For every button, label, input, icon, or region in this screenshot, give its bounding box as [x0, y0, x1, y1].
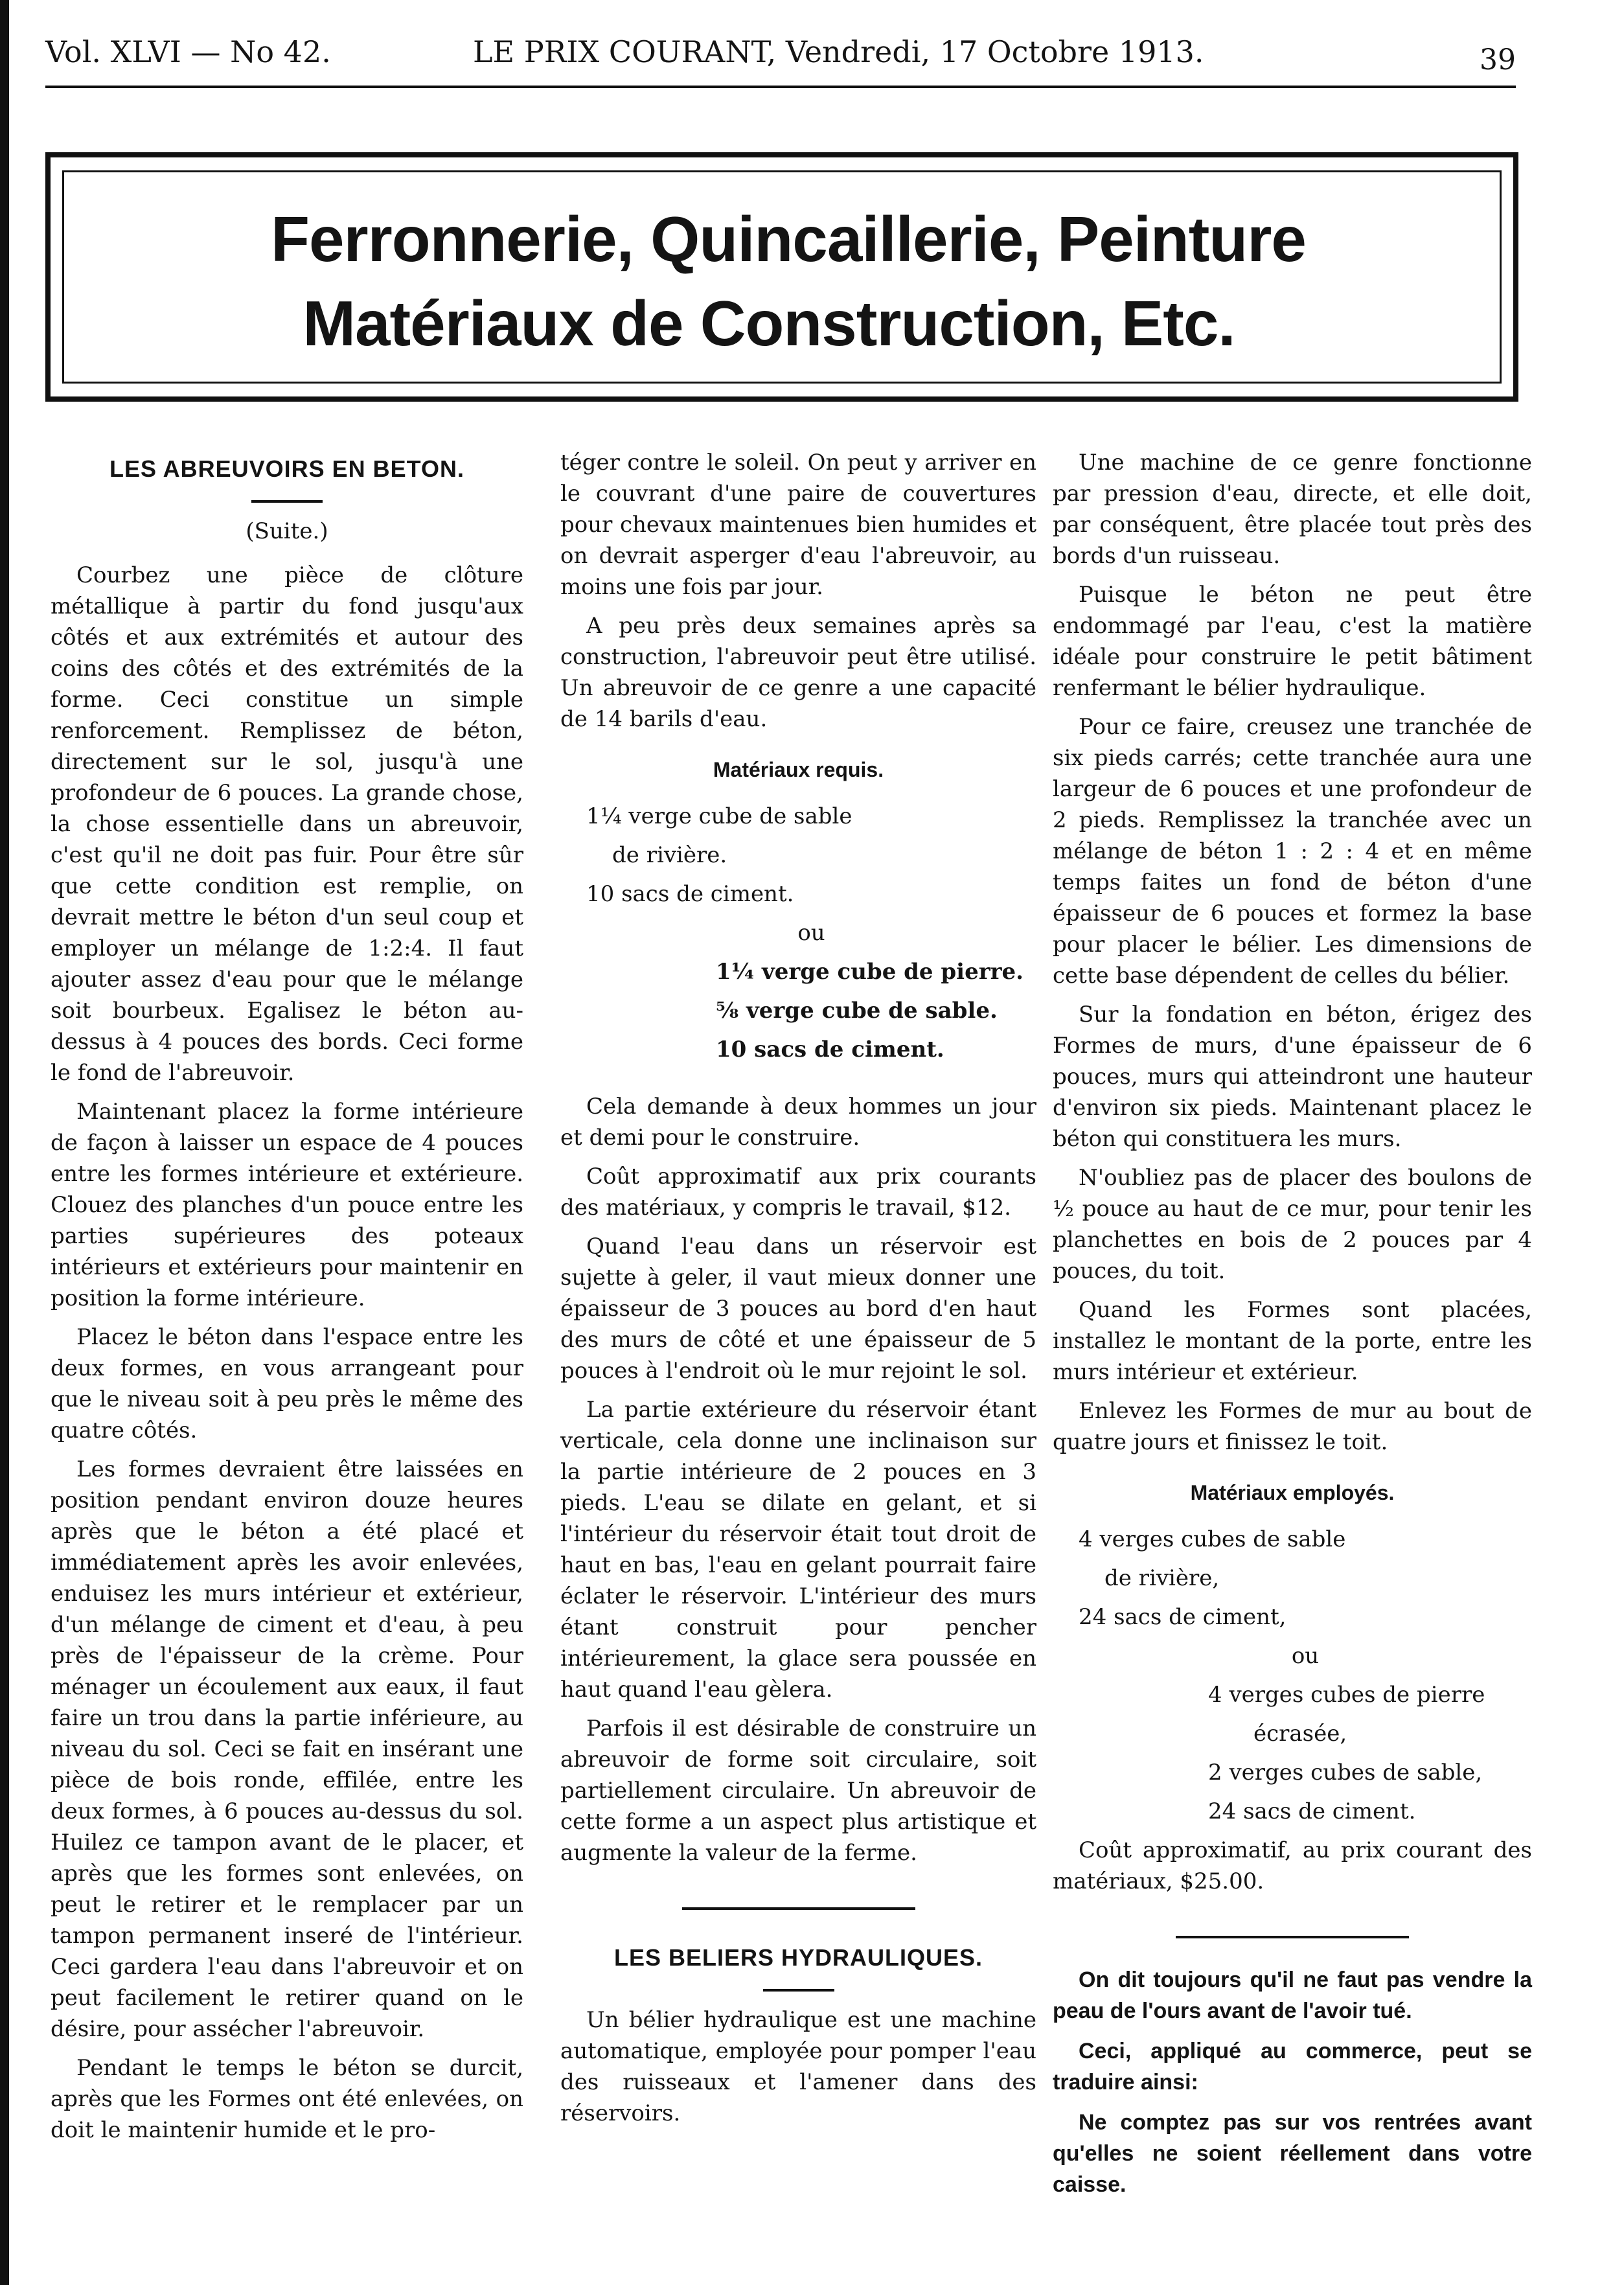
materials-item: écrasée,: [1253, 1721, 1347, 1747]
article-heading-beliers: LES BELIERS HYDRAULIQUES.: [613, 1944, 983, 1971]
materials-item: 1¼ verge cube de pierre.: [716, 959, 1024, 985]
paragraph: téger contre le soleil. On peut y arriver en le couvrant d'une paire de couvertures pour chevaux maintenues bien humides et on devrait asperger d'eau l'abreuvoir, au moins une fois par jour.: [560, 450, 1036, 600]
materials-heading: Matériaux requis.: [713, 758, 884, 781]
paragraph: Quand les Formes sont placées, installez le montant de la porte, entre les murs intérieur et extérieur.: [1053, 1297, 1532, 1385]
paragraph: Placez le béton dans l'espace entre les deux formes, en vous arrangeant pour que le niveau soit à peu près le même des quatre côtés.: [51, 1324, 523, 1443]
heading-rule: [251, 500, 323, 503]
scan-edge: [0, 0, 9, 2285]
materials-item: 2 verges cubes de sable,: [1208, 1760, 1483, 1786]
materials-item: 4 verges cubes de sable: [1079, 1526, 1346, 1552]
cost-paragraph: Coût approximatif, au prix courant des matériaux, $25.00.: [1053, 1837, 1532, 1894]
paragraph: Un bélier hydraulique est une machine automatique, employée pour pomper l'eau des ruisseaux et l'amener dans des réservoirs.: [560, 2007, 1036, 2126]
materials-item: 24 sacs de ciment.: [1208, 1798, 1416, 1824]
closing-maxim: [1053, 1964, 1532, 2200]
paragraph: Les formes devraient être laissées en position pendant environ douze heures après que le béton a été placé et immédiatement après les avoir enlevées, enduisez les murs intérieur et extérieur, d'un mélange de ciment et d'eau, à peu près de l'épaisseur de la crème. Pour ménager un écoulement aux eaux, il faut faire un trou dans la partie inférieure, au niveau du sol. Ceci se fait en insérant une pièce de bois ronde, effilée, entre les deux formes, à 6 pouces au-dessus du sol. Huilez ce tampon avant de le placer, et après que les formes sont enlevées, on peut le retirer et le remplacer par un tampon permanent inseré de l'intérieur. Ceci gardera l'eau dans l'abreuvoir et on peut facilement le retirer quand on le désire, pour assécher l'abreuvoir.: [51, 1456, 523, 2042]
paragraph: Sur la fondation en béton, érigez des Formes de murs, d'une épaisseur de 6 pouces, murs qui atteindront une hauteur d'environ six pieds. Maintenant placez le béton qui constituera les murs.: [1053, 1002, 1532, 1152]
maxim-line: Ceci, appliqué au commerce, peut se traduire ainsi:: [1053, 2039, 1532, 2095]
column-3: [1053, 447, 1532, 2209]
paragraph: Cela demande à deux hommes un jour et demi pour le construire.: [560, 1094, 1036, 1151]
materials-item: 24 sacs de ciment,: [1079, 1604, 1287, 1630]
header-rule: [45, 86, 1516, 88]
paragraph: Parfois il est désirable de construire un abreuvoir de forme soit circulaire, soit partiellement circulaire. Un abreuvoir de cette forme a un aspect plus artistique et augmente la valeur de la ferme.: [560, 1716, 1036, 1866]
materials-item: 10 sacs de ciment.: [586, 881, 794, 907]
section-title-box: [45, 152, 1518, 402]
materials-item: de rivière,: [1104, 1565, 1220, 1591]
page-header: [45, 29, 1516, 75]
paragraph: N'oubliez pas de placer des boulons de ½ pouce au haut de ce mur, pour tenir les planchettes en bois de 2 pouces par 4 pouces, du toit.: [1053, 1165, 1532, 1284]
paragraph: Puisque le béton ne peut être endommagé par l'eau, c'est la matière idéale pour construire le petit bâtiment renfermant le bélier hydraulique.: [1053, 582, 1532, 701]
maxim-line: Ne comptez pas sur vos rentrées avant qu'elles ne soient réellement dans votre caisse.: [1053, 2110, 1532, 2197]
paragraph: Enlevez les Formes de mur au bout de quatre jours et finissez le toit.: [1053, 1398, 1532, 1455]
materials-item: 1¼ verge cube de sable: [586, 803, 852, 829]
article-heading-abreuvoirs: LES ABREUVOIRS EN BETON.: [109, 455, 465, 482]
materials-heading: Matériaux employés.: [1190, 1481, 1395, 1504]
paragraph: Coût approximatif aux prix courants des matériaux, y compris le travail, $12.: [560, 1164, 1036, 1221]
materials-or: ou: [1291, 1643, 1320, 1669]
materials-or: ou: [797, 920, 825, 946]
section-divider: [1176, 1936, 1409, 1938]
publication-line: LE PRIX COURANT, Vendredi, 17 Octobre 1913.: [473, 34, 1204, 69]
column-1: [51, 447, 523, 2153]
materials-item: 4 verges cubes de pierre: [1208, 1682, 1485, 1708]
paragraph: Pendant le temps le béton se durcit, après que les Formes ont été enlevées, on doit le maintenir humide et le pro-: [51, 2055, 523, 2143]
paragraph: Maintenant placez la forme intérieure de façon à laisser un espace de 4 pouces entre les formes intérieure et extérieure. Clouez des planches d'un pouce entre les parties supérieures des poteaux intérieurs et extérieurs pour maintenir en position la forme intérieure.: [51, 1099, 523, 1311]
materials-item: ⅝ verge cube de sable.: [716, 998, 998, 1024]
section-divider: [682, 1907, 915, 1910]
section-title-line-1: Ferronnerie, Quincaillerie, Peinture: [271, 203, 1306, 275]
materials-item: de rivière.: [612, 842, 727, 868]
page-number: 39: [1480, 43, 1516, 76]
article-subtitle: (Suite.): [246, 518, 328, 544]
section-title-inner: [62, 170, 1502, 384]
maxim-line: On dit toujours qu'il ne faut pas vendre la peau de l'ours avant de l'avoir tué.: [1053, 1968, 1532, 2023]
paragraph: Quand l'eau dans un réservoir est sujette à geler, il vaut mieux donner une épaisseur de 3 pouces au bord d'en haut des murs de côté et une épaisseur de 5 pouces à l'endroit où le mur rejoint le sol.: [560, 1234, 1036, 1384]
paragraph: Une machine de ce genre fonctionne par pression d'eau, directe, et elle doit, par conséquent, être placée tout près des bords d'un ruisseau.: [1053, 450, 1532, 569]
paragraph: A peu près deux semaines après sa construction, l'abreuvoir peut être utilisé. Un abreuvoir de ce genre a une capacité de 14 barils d'eau.: [560, 613, 1036, 732]
volume-number: Vol. XLVI — No 42.: [45, 34, 331, 69]
paragraph: Courbez une pièce de clôture métallique à partir du fond jusqu'aux côtés et aux extrémités et autour des coins des côtés et des extrémités de la forme. Ceci constitue un simple renforcement. Remplissez de béton, directement sur le sol, jusqu'à une profondeur de 6 pouces. La grande chose, la chose essentielle dans un abreuvoir, c'est qu'il ne doit pas fuir. Pour être sûr que cette condition est remplie, on devrait mettre le béton d'un seul coup et employer un mélange de 1:2:4. Il faut ajouter assez d'eau pour que le mélange soit bourbeux. Egalisez le béton au-dessus à 4 pouces des bords. Ceci forme le fond de l'abreuvoir.: [51, 562, 523, 1086]
paragraph: La partie extérieure du réservoir étant verticale, cela donne une inclinaison sur la partie intérieure de 2 pouces en 3 pieds. L'eau se dilate en gelant, et si l'intérieur du réservoir était tout droit de haut en bas, l'eau en gelant pourrait faire éclater le réservoir. L'intérieur des murs étant construit pour pencher intérieurement, la glace sera poussée en haut quand l'eau gèlera.: [560, 1397, 1036, 1703]
heading-rule: [763, 1989, 834, 1992]
section-title-line-2: Matériaux de Construction, Etc.: [303, 288, 1235, 359]
column-2: [560, 447, 1036, 2137]
paragraph: Pour ce faire, creusez une tranchée de six pieds carrés; cette tranchée aura une largeur de 6 pouces et une profondeur de 2 pieds. Remplissez la tranchée avec un mélange de béton 1 : 2 : 4 et en même temps faites un fond de béton d'une épaisseur de 6 pouces et formez la base pour placer le bélier. Les dimensions de cette base dépendent de celles du bélier.: [1053, 714, 1532, 989]
materials-item: 10 sacs de ciment.: [716, 1037, 944, 1062]
